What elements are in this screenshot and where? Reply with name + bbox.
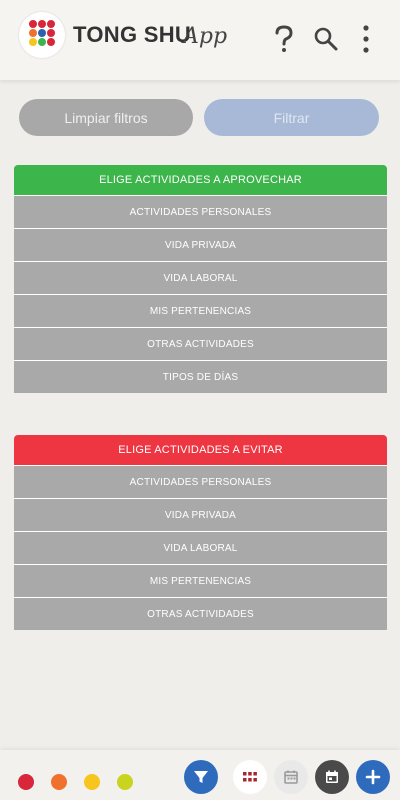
- lime-color-dot[interactable]: [117, 774, 133, 790]
- logo-icon[interactable]: [19, 12, 65, 58]
- filter-icon[interactable]: [184, 760, 218, 794]
- favorable-item-private-life[interactable]: VIDA PRIVADA: [14, 228, 387, 261]
- app-header: [0, 0, 400, 80]
- calendar-icon[interactable]: [274, 760, 308, 794]
- brand-suffix: App: [183, 24, 228, 49]
- avoid-item-personal[interactable]: ACTIVIDADES PERSONALES: [14, 465, 387, 498]
- search-icon[interactable]: [313, 26, 339, 57]
- favorable-item-belongings[interactable]: MIS PERTENENCIAS: [14, 294, 387, 327]
- today-calendar-icon[interactable]: [315, 760, 349, 794]
- brand-name: TONG SHU: [73, 22, 192, 47]
- favorable-section-title[interactable]: ELIGE ACTIVIDADES A APROVECHAR: [14, 165, 387, 195]
- avoid-section-title[interactable]: ELIGE ACTIVIDADES A EVITAR: [14, 435, 387, 465]
- avoid-item-other[interactable]: OTRAS ACTIVIDADES: [14, 597, 387, 630]
- red-color-dot[interactable]: [18, 774, 34, 790]
- grid-icon[interactable]: [233, 760, 267, 794]
- avoid-item-private-life[interactable]: VIDA PRIVADA: [14, 498, 387, 531]
- avoid-item-belongings[interactable]: MIS PERTENENCIAS: [14, 564, 387, 597]
- favorable-item-day-types[interactable]: TIPOS DE DÍAS: [14, 360, 387, 393]
- clear-filters-button[interactable]: Limpiar filtros: [19, 99, 193, 136]
- filter-button[interactable]: Filtrar: [204, 99, 379, 136]
- avoid-activities-section: [14, 435, 387, 630]
- help-icon[interactable]: [272, 24, 296, 59]
- add-icon[interactable]: [356, 760, 390, 794]
- favorable-item-other[interactable]: OTRAS ACTIVIDADES: [14, 327, 387, 360]
- more-vertical-icon[interactable]: [360, 24, 372, 59]
- favorable-item-work-life[interactable]: VIDA LABORAL: [14, 261, 387, 294]
- yellow-color-dot[interactable]: [84, 774, 100, 790]
- favorable-item-personal[interactable]: ACTIVIDADES PERSONALES: [14, 195, 387, 228]
- orange-color-dot[interactable]: [51, 774, 67, 790]
- favorable-activities-section: [14, 165, 387, 393]
- bottom-bar: [0, 750, 400, 800]
- avoid-item-work-life[interactable]: VIDA LABORAL: [14, 531, 387, 564]
